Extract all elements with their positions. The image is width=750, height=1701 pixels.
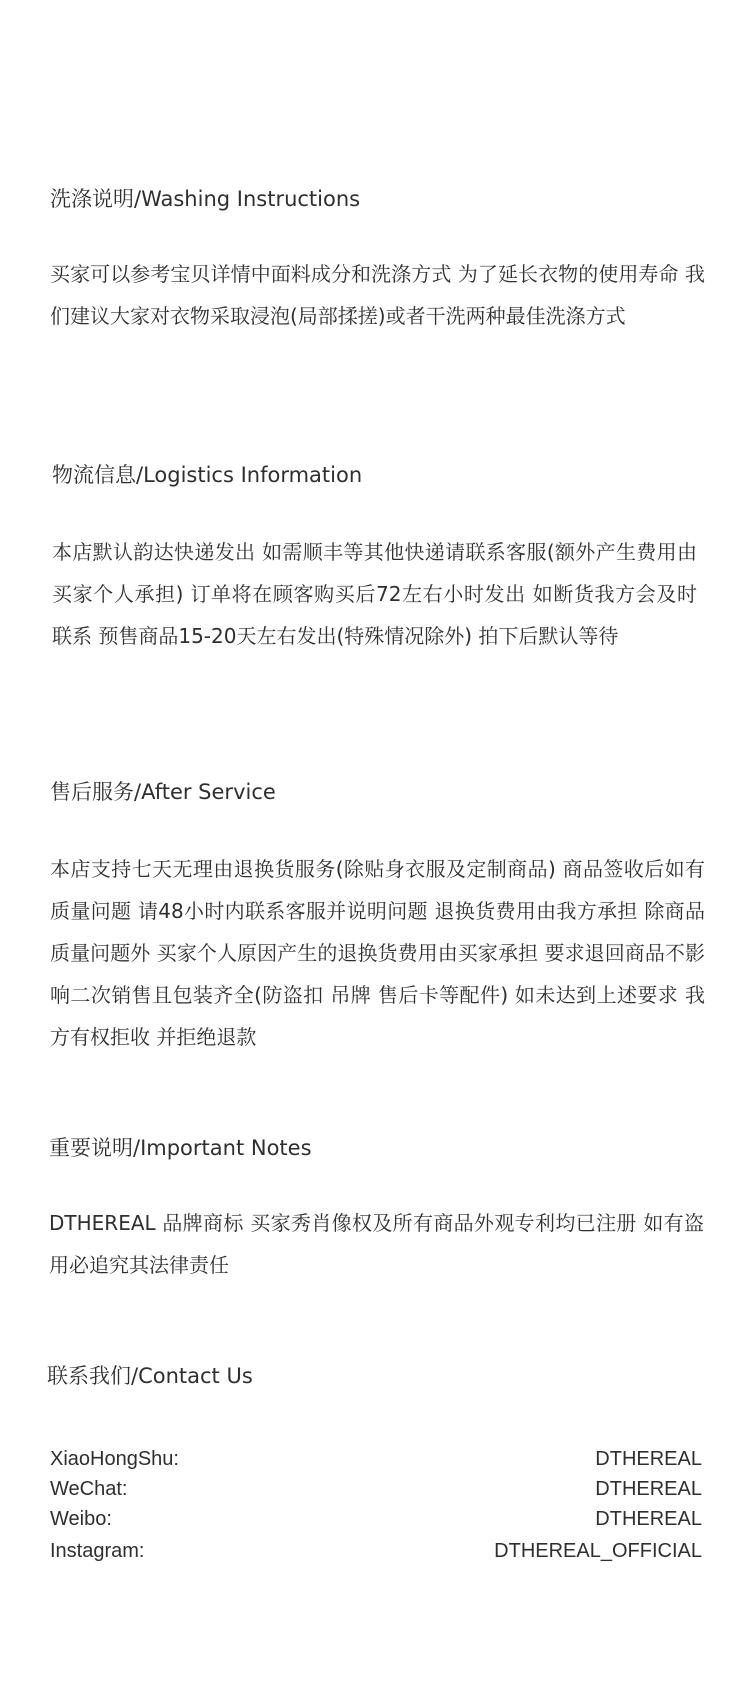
logistics-body: 本店默认韵达快递发出 如需顺丰等其他快递请联系客服(额外产生费用由买家个人承担) 订单将在顾客购买后72左右小时发出 如断货我方会及时联系 预售商品15-20天左右发出(特殊情况除外) 拍下后默认等待 xyxy=(52,540,697,648)
logistics-section xyxy=(52,461,697,657)
important-notes-heading: 重要说明/Important Notes xyxy=(49,1136,312,1160)
contact-row-xiaohongshu xyxy=(50,1444,702,1474)
contact-row-instagram xyxy=(50,1534,702,1568)
after-service-heading: 售后服务/After Service xyxy=(50,780,276,804)
contact-value: DTHEREAL xyxy=(595,1448,702,1470)
washing-heading: 洗涤说明/Washing Instructions xyxy=(50,187,361,211)
contact-section xyxy=(47,1362,702,1568)
contact-row-weibo xyxy=(50,1504,702,1534)
contact-label: Instagram: xyxy=(50,1540,145,1562)
contact-heading: 联系我们/Contact Us xyxy=(47,1364,253,1388)
contact-label: Weibo: xyxy=(50,1508,112,1530)
washing-body: 买家可以参考宝贝详情中面料成分和洗涤方式 为了延长衣物的使用寿命 我们建议大家对衣物采取浸泡(局部揉搓)或者干洗两种最佳洗涤方式 xyxy=(50,262,705,328)
after-service-section xyxy=(50,778,705,1058)
important-notes-body: DTHEREAL 品牌商标 买家秀肖像权及所有商品外观专利均已注册 如有盗用必追究其法律责任 xyxy=(49,1211,704,1277)
contact-label: WeChat: xyxy=(50,1478,128,1500)
contact-label: XiaoHongShu: xyxy=(50,1448,179,1470)
contact-list xyxy=(47,1444,702,1568)
contact-value: DTHEREAL xyxy=(595,1508,702,1530)
contact-value: DTHEREAL_OFFICIAL xyxy=(494,1540,702,1562)
after-service-body: 本店支持七天无理由退换货服务(除贴身衣服及定制商品) 商品签收后如有质量问题 请48小时内联系客服并说明问题 退换货费用由我方承担 除商品质量问题外 买家个人原因产生的退换货费用由买家承担 要求退回商品不影响二次销售且包装齐全(防盗扣 吊牌 售后卡等配件) 如未达到上述要求 我方有权拒收 并拒绝退款 xyxy=(50,857,705,1049)
washing-section xyxy=(50,185,705,337)
important-notes-section xyxy=(49,1134,704,1286)
logistics-heading: 物流信息/Logistics Information xyxy=(52,463,363,487)
contact-row-wechat xyxy=(50,1474,702,1504)
contact-value: DTHEREAL xyxy=(595,1478,702,1500)
